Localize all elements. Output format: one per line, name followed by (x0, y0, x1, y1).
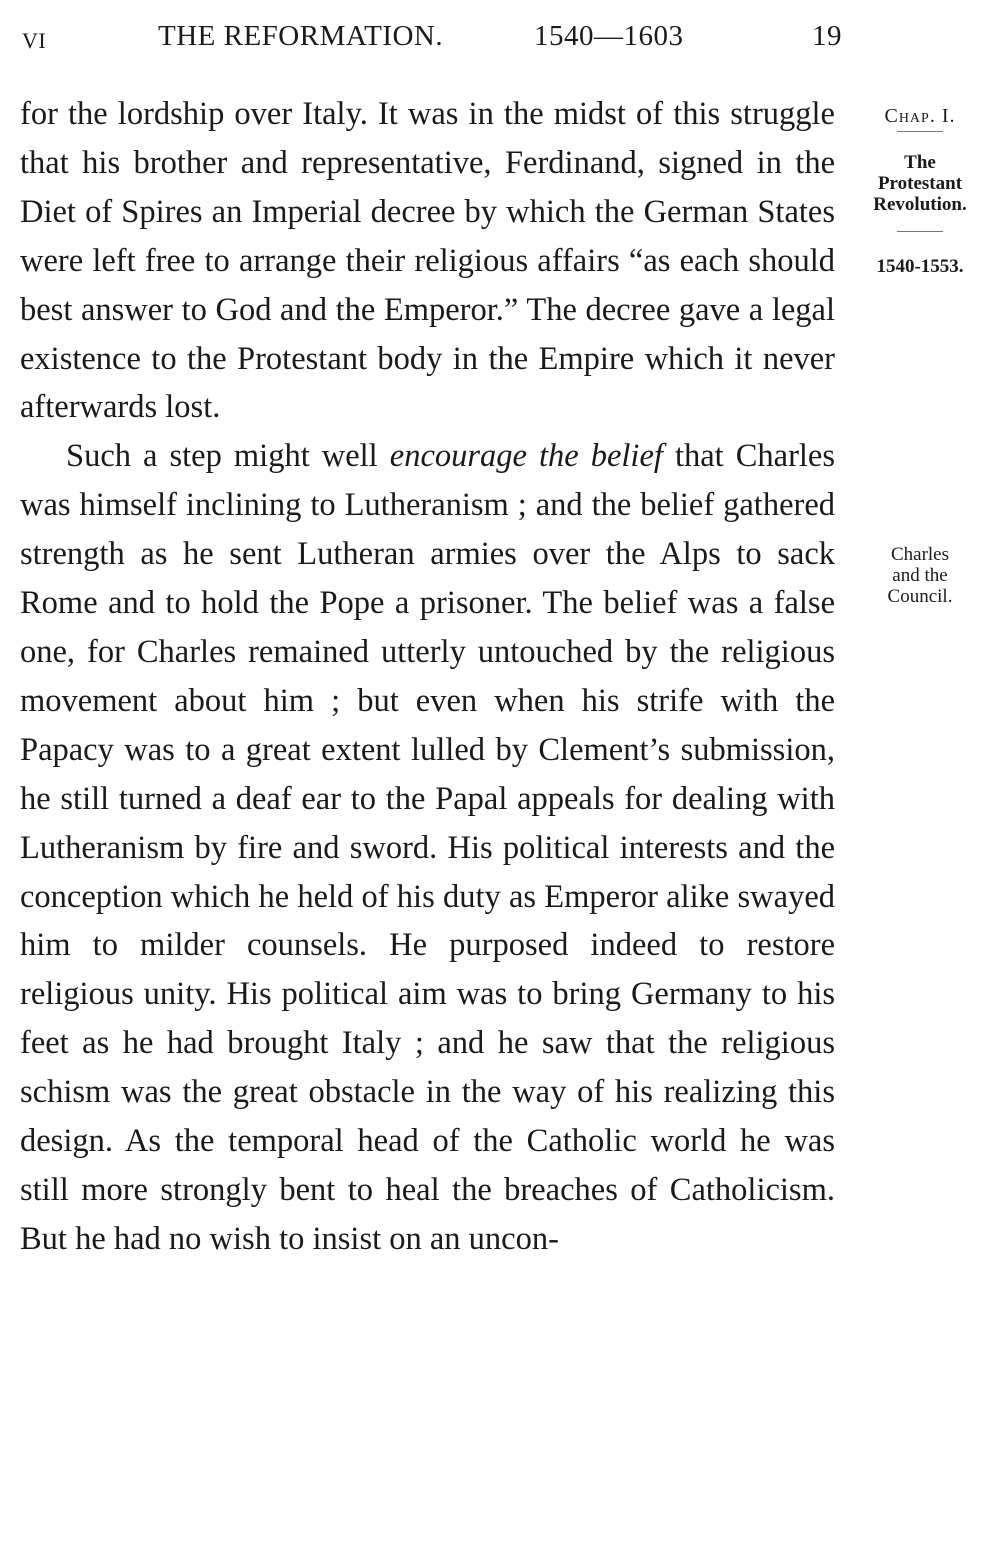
side-note-chapter (845, 106, 995, 136)
page-number: 19 (812, 20, 842, 52)
running-head (22, 20, 842, 60)
divider (897, 231, 943, 232)
paragraph-2 (20, 432, 835, 1263)
paragraph-2-italic: encourage the belief (389, 438, 663, 475)
side-note-section (845, 152, 995, 236)
volume-number: VI (22, 28, 47, 53)
section-line-1: The (904, 152, 936, 173)
charles-line-3: Council. (887, 586, 953, 607)
side-note-charles (845, 544, 995, 607)
side-note-dates (845, 256, 995, 277)
charles-line-1: Charles (890, 544, 950, 565)
section-line-2: Protestant (877, 173, 963, 194)
chapter-label: Chap. I. (884, 105, 956, 127)
section-dates: 1540-1553. (876, 256, 964, 277)
running-title: THE REFORMATION. (158, 20, 444, 52)
charles-line-2: and the (892, 565, 948, 586)
body-text (20, 90, 835, 1264)
paragraph-2-rest: that Charles was himself inclining to Lutheranism ; and the belief gathered strength as he sent Lutheran armies over the Alps to sack Rome and to hold the Pope a prisoner. The belief was a false one, for Charles remained utterly untouched by the religious movement about him ; but even when his strife with the Papacy was to a great extent lulled by Clement’s submission, he still turned a deaf ear to the Papal appeals for dealing with Lutheranism by fire and sword. His political interests and the conception which he held of his duty as Emperor alike swayed him to milder counsels. He purposed indeed to restore religious unity. His political aim was to bring Germany to his feet as he had brought Italy ; and he saw that the religious schism was the great obstacle in the way of his realizing this design. As the temporal head of the Catholic world he was still more strongly bent to heal the breaches of Catholicism. But he had no wish to insist on an uncon- (20, 438, 835, 1257)
divider (897, 131, 943, 132)
paragraph-2-lead: Such a step might well (66, 438, 390, 475)
running-dates: 1540—1603 (534, 20, 684, 52)
paragraph-1: for the lordship over Italy. It was in the midst of this struggle that his brother and representative, Ferdinand, signed in the Diet of Spires an Imperial decree by which the German States were left free to arrange their religious affairs “as each should best answer to God and the Emperor.” The decree gave a legal existence to the Protestant body in the Empire which it never afterwards lost. (20, 96, 835, 426)
section-line-3: Revolution. (873, 194, 967, 215)
